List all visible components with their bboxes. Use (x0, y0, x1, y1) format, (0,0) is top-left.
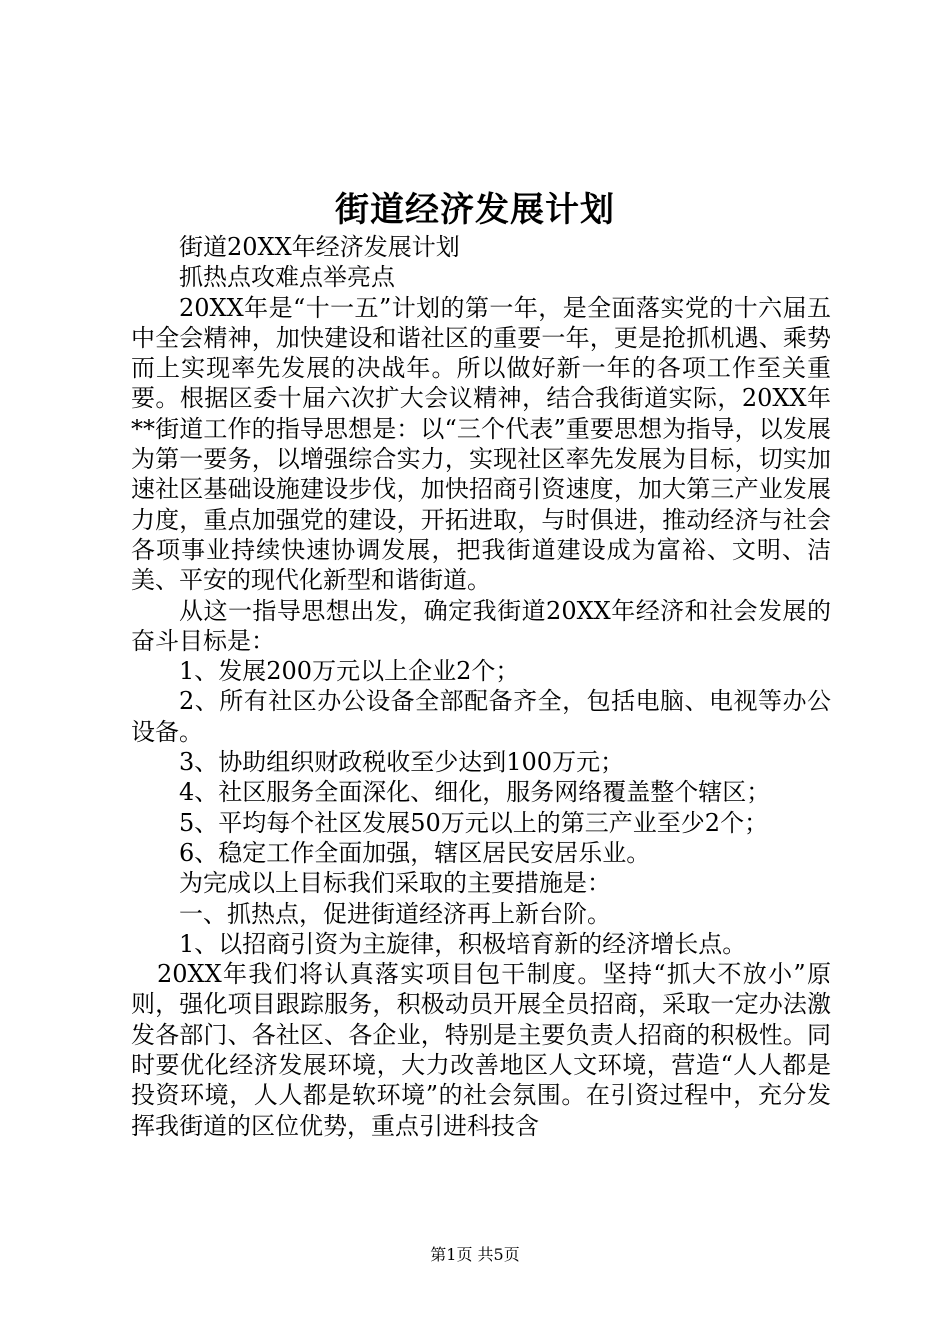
list-item: 5、平均每个社区发展50万元以上的第三产业至少2个； (179, 808, 769, 837)
list-item: 4、社区服务全面深化、细化，服务网络覆盖整个辖区； (179, 778, 771, 807)
paragraph: 20XX年是“十一五”计划的第一年，是全面落实党的十六届五中全会精神，加快建设和谐社区的重要一年，更是抢抓机遇、乘势而上实现率先发展的决战年。所以做好新一年的各项工作至关重要。根据区委十届六次扩大会议精神，结合我街道实际，20XX年**街道工作的指导思想是：以“三个代表”重要思想为指导，以发展为第一要务，以增强综合实力，实现社区率先发展为目标，切实加速社区基础设施建设步伐，加快招商引资速度，加大第三产业发展力度，重点加强党的建设，开拓进取，与时俱进，推动经济与社会各项事业持续快速协调发展，把我街道建设成为富裕、文明、洁美、平安的现代化新型和谐街道。 (131, 293, 831, 595)
paragraph: 为完成以上目标我们采取的主要措施是： (179, 869, 611, 898)
subsection-heading: 1、以招商引资为主旋律，积极培育新的经济增长点。 (179, 929, 747, 958)
list-item: 2、所有社区办公设备全部配备齐全，包括电脑、电视等办公设备。 (131, 687, 831, 746)
list-item: 6、稳定工作全面加强，辖区居民安居乐业。 (179, 838, 651, 867)
paragraph: 街道20XX年经济发展计划 (179, 233, 460, 261)
section-heading: 一、抓热点，促进街道经济再上新台阶。 (179, 899, 611, 928)
document-title: 街道经济发展计划 (335, 190, 615, 230)
page-footer: 第1页 共5页 (430, 1245, 520, 1264)
paragraph: 从这一指导思想出发，确定我街道20XX年经济和社会发展的奋斗目标是： (131, 596, 831, 655)
paragraph: 抓热点攻难点举亮点 (179, 263, 395, 292)
paragraph: 20XX年我们将认真落实项目包干制度。坚持“抓大不放小”原则，强化项目跟踪服务，积极动员开展全员招商，采取一定办法激发各部门、各社区、各企业，特别是主要负责人招商的积极性。同时要优化经济发展环境，大力改善地区人文环境，营造“人人都是投资环境，人人都是软环境”的社会氛围。在引资过程中，充分发挥我街道的区位优势，重点引进科技含 (131, 960, 831, 1140)
list-item: 3、协助组织财政税收至少达到100万元； (179, 748, 625, 777)
list-item: 1、发展200万元以上企业2个； (179, 657, 520, 686)
document-body (131, 232, 831, 1141)
